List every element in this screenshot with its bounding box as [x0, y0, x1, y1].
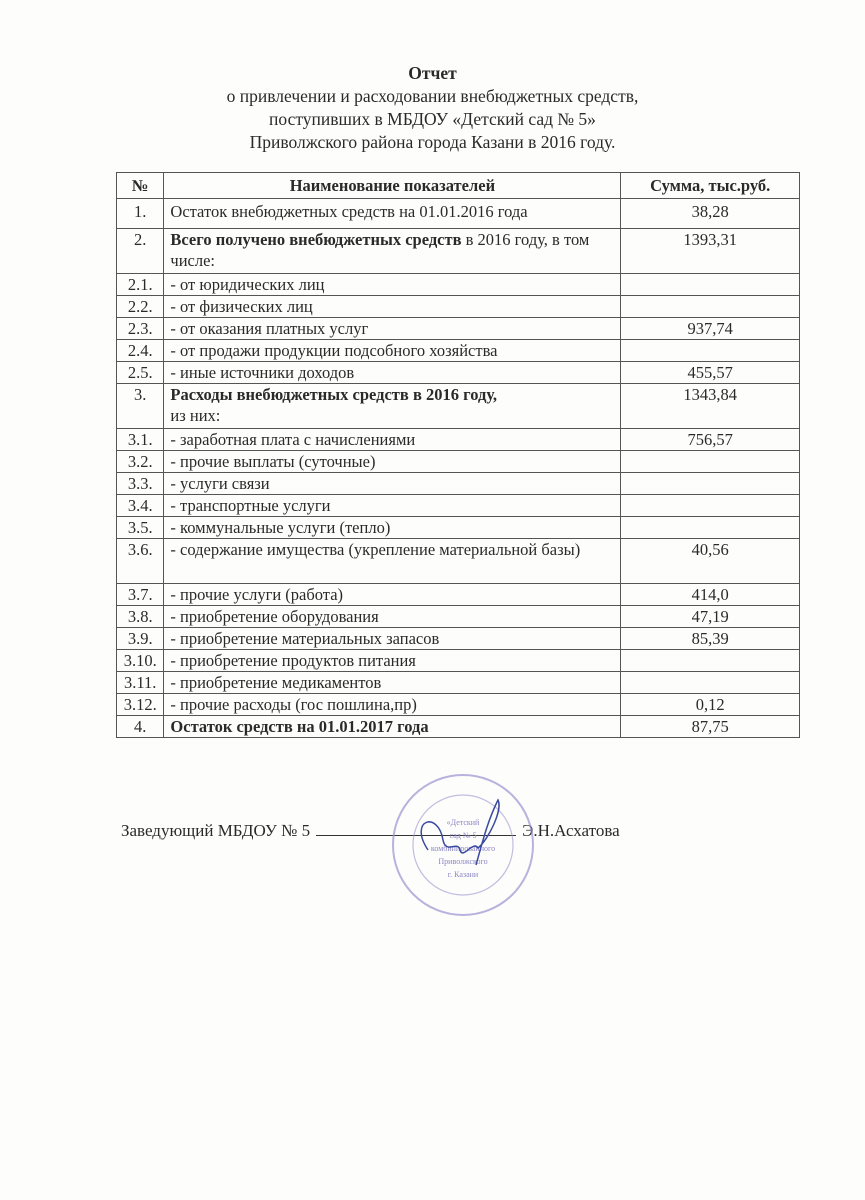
row-number: 3.11.: [117, 672, 164, 694]
row-name: [164, 274, 621, 296]
report-subtitle-line: Приволжского района города Казани в 2016 году.: [249, 132, 616, 152]
table-row: [117, 362, 800, 384]
row-number: 3.9.: [117, 628, 164, 650]
row-name: [164, 672, 621, 694]
table-row: [117, 199, 800, 229]
report-title-block: [0, 62, 865, 154]
row-sum: 85,39: [621, 628, 800, 650]
row-number: 2.4.: [117, 340, 164, 362]
row-sum: 87,75: [621, 716, 800, 738]
signatory-name: Э.Н.Асхатова: [522, 821, 620, 840]
row-name-text: в 2016 году, в том числе:: [170, 230, 590, 270]
row-sum: 756,57: [621, 429, 800, 451]
report-table: [116, 172, 800, 738]
row-number: 3.10.: [117, 650, 164, 672]
row-name: [164, 318, 621, 340]
row-sum: 40,56: [621, 539, 800, 584]
row-sum: 38,28: [621, 199, 800, 229]
row-number: 4.: [117, 716, 164, 738]
table-row: [117, 606, 800, 628]
table-row: [117, 672, 800, 694]
table-row: [117, 473, 800, 495]
row-sum: 47,19: [621, 606, 800, 628]
row-sum: [621, 451, 800, 473]
row-name-text: - от физических лиц: [170, 297, 313, 316]
row-number: 2.: [117, 229, 164, 274]
row-name-text: - иные источники доходов: [170, 363, 355, 382]
row-name: [164, 606, 621, 628]
signature-line: [121, 821, 620, 841]
row-name-bold: Остаток средств на 01.01.2017 года: [170, 717, 429, 736]
row-name: [164, 451, 621, 473]
row-name-bold: Всего получено внебюджетных средств: [170, 230, 462, 249]
row-number: 3.2.: [117, 451, 164, 473]
row-name-text: - содержание имущества (укрепление материальной базы): [170, 540, 581, 559]
row-sum: 1393,31: [621, 229, 800, 274]
svg-text:Приволжского: Приволжского: [438, 857, 488, 866]
row-name: [164, 384, 621, 429]
row-sum: 414,0: [621, 584, 800, 606]
table-row: [117, 716, 800, 738]
row-sum: [621, 517, 800, 539]
svg-text:сад № 5: сад № 5: [449, 831, 477, 840]
row-name-text: - приобретение продуктов питания: [170, 651, 416, 670]
row-name: [164, 650, 621, 672]
svg-text:комбинированного: комбинированного: [430, 844, 496, 853]
row-number: 3.: [117, 384, 164, 429]
row-name-text: - от оказания платных услуг: [170, 319, 369, 338]
report-title: Отчет: [408, 63, 457, 83]
row-name-text: - приобретение оборудования: [170, 607, 379, 626]
report-subtitle-line: поступивших в МБДОУ «Детский сад № 5»: [269, 109, 596, 129]
table-row: [117, 229, 800, 274]
row-number: 1.: [117, 199, 164, 229]
row-name: [164, 296, 621, 318]
row-name-text: - прочие услуги (работа): [170, 585, 344, 604]
row-name-text: Остаток внебюджетных средств на 01.01.2016 года: [170, 202, 528, 221]
row-sum: [621, 296, 800, 318]
column-header-sum: Сумма, тыс.руб.: [621, 173, 800, 199]
row-number: 3.3.: [117, 473, 164, 495]
row-name: [164, 473, 621, 495]
row-name: [164, 694, 621, 716]
row-name-text: - транспортные услуги: [170, 496, 331, 515]
row-number: 2.1.: [117, 274, 164, 296]
row-name: [164, 362, 621, 384]
row-sum: [621, 672, 800, 694]
table-row: [117, 429, 800, 451]
row-number: 2.5.: [117, 362, 164, 384]
row-name: [164, 495, 621, 517]
row-name: [164, 340, 621, 362]
row-name: [164, 199, 621, 229]
table-row: [117, 694, 800, 716]
table-row: [117, 296, 800, 318]
table-row: [117, 318, 800, 340]
row-name-bold: Расходы внебюджетных средств в 2016 году,: [170, 385, 498, 404]
row-number: 2.3.: [117, 318, 164, 340]
signatory-position: Заведующий МБДОУ № 5: [121, 821, 311, 840]
row-name: [164, 584, 621, 606]
row-name: [164, 628, 621, 650]
row-name-text: - услуги связи: [170, 474, 270, 493]
row-name-text: - приобретение медикаментов: [170, 673, 382, 692]
table-row: [117, 340, 800, 362]
row-number: 2.2.: [117, 296, 164, 318]
row-name: [164, 429, 621, 451]
row-name: [164, 229, 621, 274]
row-sum: [621, 473, 800, 495]
row-number: 3.5.: [117, 517, 164, 539]
table-header-row: [117, 173, 800, 199]
table-row: [117, 274, 800, 296]
table-row: [117, 384, 800, 429]
row-sum: 1343,84: [621, 384, 800, 429]
svg-text:«Детский: «Детский: [446, 818, 480, 827]
row-name-text: - приобретение материальных запасов: [170, 629, 440, 648]
row-name-text: - от продажи продукции подсобного хозяйства: [170, 341, 498, 360]
row-name-text: - от юридических лиц: [170, 275, 325, 294]
row-sum: 455,57: [621, 362, 800, 384]
table-row: [117, 539, 800, 584]
row-sum: [621, 274, 800, 296]
column-header-name: Наименование показателей: [164, 173, 621, 199]
row-name-text: - заработная плата с начислениями: [170, 430, 416, 449]
column-header-number: №: [117, 173, 164, 199]
official-stamp: [388, 770, 538, 920]
svg-text:г. Казани: г. Казани: [447, 870, 479, 879]
row-name: [164, 539, 621, 584]
row-sum: 937,74: [621, 318, 800, 340]
row-name: [164, 716, 621, 738]
table-row: [117, 650, 800, 672]
table-row: [117, 628, 800, 650]
table-row: [117, 495, 800, 517]
row-sum: [621, 495, 800, 517]
row-number: 3.8.: [117, 606, 164, 628]
row-sum: 0,12: [621, 694, 800, 716]
row-number: 3.4.: [117, 495, 164, 517]
report-subtitle-line: о привлечении и расходовании внебюджетных средств,: [226, 86, 639, 106]
table-row: [117, 584, 800, 606]
row-name-text: - прочие выплаты (суточные): [170, 452, 376, 471]
table-row: [117, 451, 800, 473]
row-name-text: - коммунальные услуги (тепло): [170, 518, 391, 537]
row-name-text: из них:: [170, 406, 221, 425]
row-number: 3.6.: [117, 539, 164, 584]
row-sum: [621, 340, 800, 362]
row-number: 3.12.: [117, 694, 164, 716]
row-number: 3.7.: [117, 584, 164, 606]
row-sum: [621, 650, 800, 672]
row-name-text: - прочие расходы (гос пошлина,пр): [170, 695, 417, 714]
row-name: [164, 517, 621, 539]
row-number: 3.1.: [117, 429, 164, 451]
table-row: [117, 517, 800, 539]
